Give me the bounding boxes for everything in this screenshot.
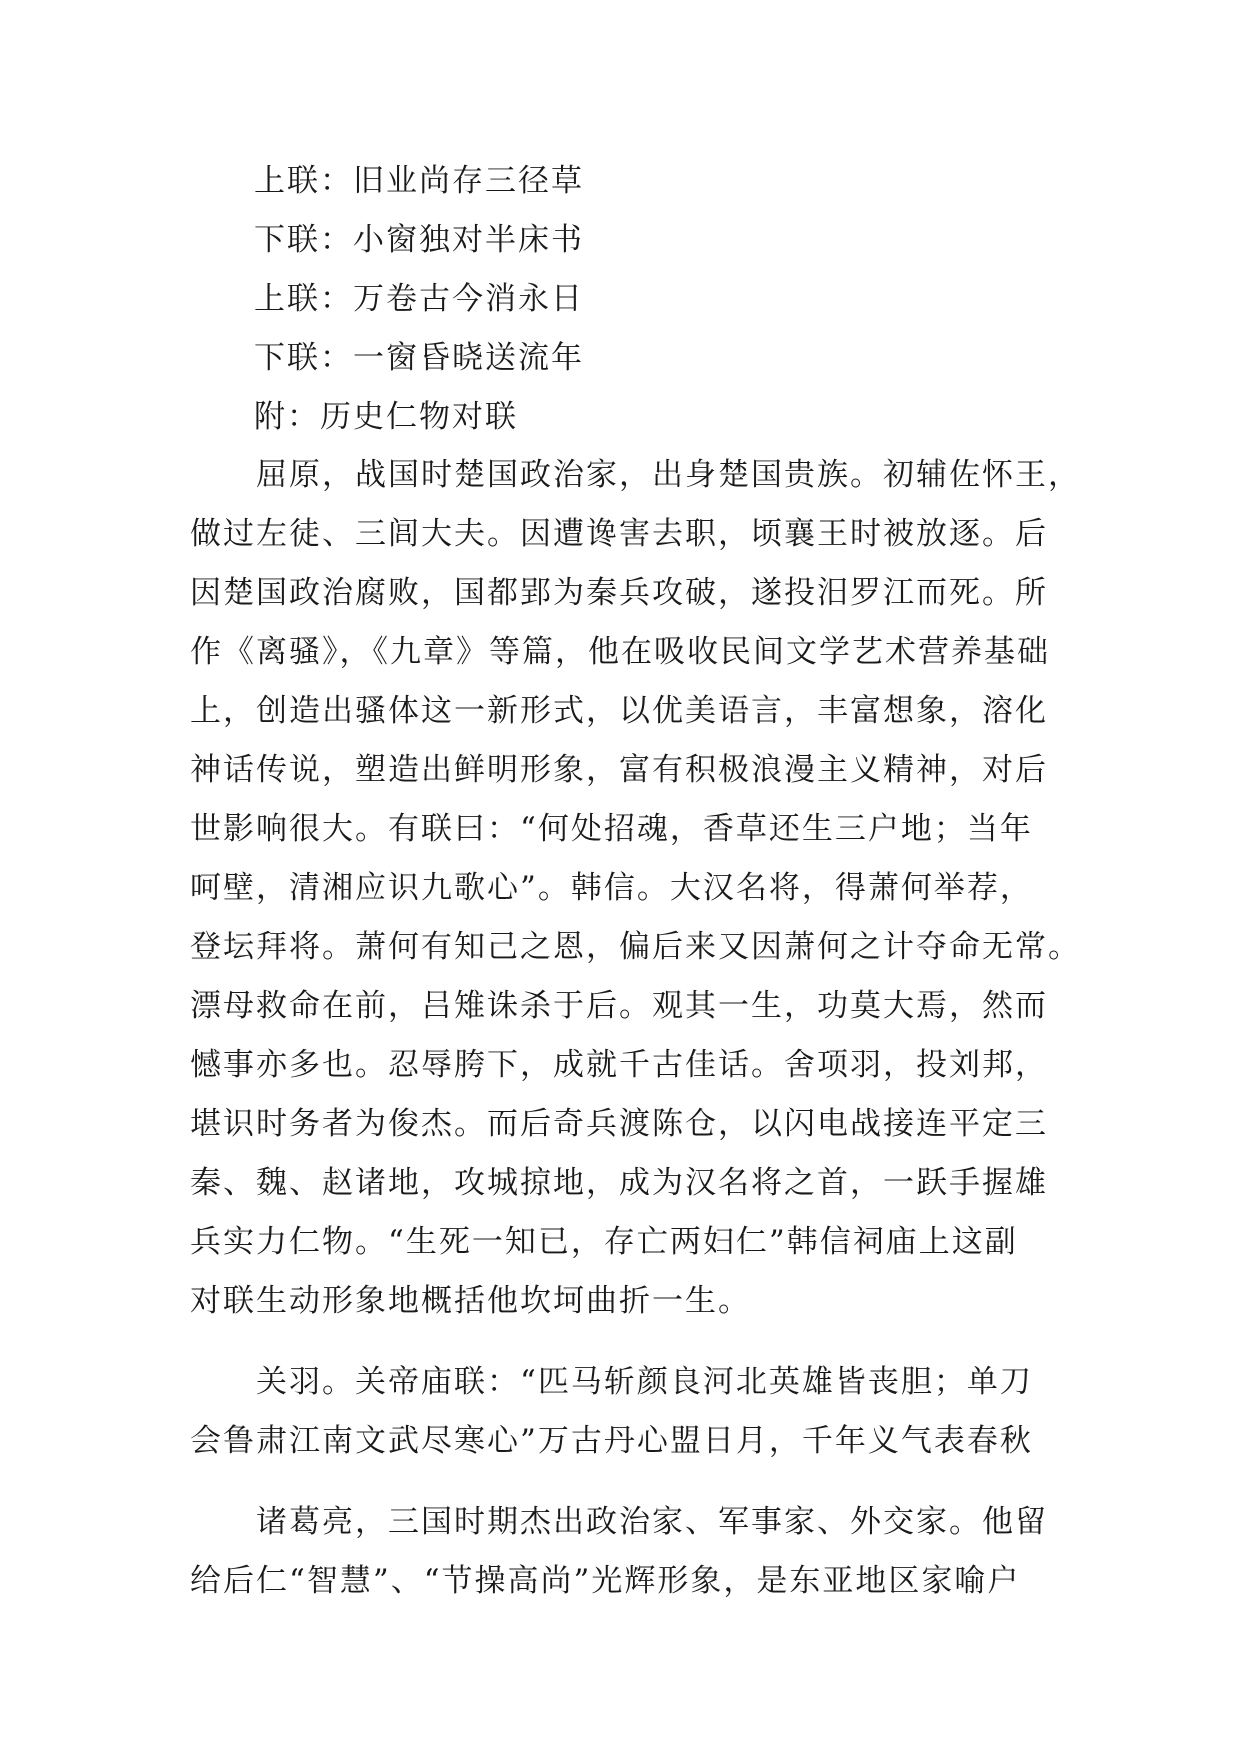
text-line: 兵实力仁物。“生死一知已，存亡两妇仁”韩信祠庙上这副 bbox=[190, 1224, 1018, 1260]
text-line: 做过左徒、三闾大夫。因遭谗害去职，顷襄王时被放逐。后 bbox=[190, 516, 1048, 552]
couplet-line: 下联：小窗独对半床书 bbox=[254, 222, 584, 258]
body-text bbox=[190, 446, 1081, 1611]
text-line: 呵壁，清湘应识九歌心”。韩信。大汉名将，得萧何举荐， bbox=[190, 870, 1033, 906]
text-line: 神话传说，塑造出鲜明形象，富有积极浪漫主义精神，对后 bbox=[190, 752, 1048, 788]
text-line: 漂母救命在前，吕雉诛杀于后。观其一生，功莫大焉，然而 bbox=[190, 988, 1048, 1024]
paragraph-guan-yu bbox=[190, 1353, 1050, 1471]
couplet-line: 下联：一窗昏晓送流年 bbox=[254, 340, 584, 376]
couplet-line: 上联：旧业尚存三径草 bbox=[254, 163, 584, 199]
text-line: 会鲁肃江南文武尽寒心”万古丹心盟日月，千年义气表春秋 bbox=[190, 1423, 1033, 1459]
couplet-list bbox=[254, 152, 1054, 447]
paragraph-gap bbox=[190, 1471, 1050, 1493]
paragraph-gap bbox=[190, 1331, 1050, 1353]
text-line: 因楚国政治腐败，国都郢为秦兵攻破，遂投汨罗江而死。所 bbox=[190, 575, 1048, 611]
text-line: 秦、魏、赵诸地，攻城掠地，成为汉名将之首，一跃手握雄 bbox=[190, 1165, 1048, 1201]
text-line: 世影响很大。有联曰：“何处招魂，香草还生三户地；当年 bbox=[190, 811, 1033, 847]
text-line: 屈原，战国时楚国政治家，出身楚国贵族。初辅佐怀王， bbox=[190, 457, 1081, 493]
paragraph-zhuge-liang bbox=[190, 1493, 1050, 1611]
text-line: 堪识时务者为俊杰。而后奇兵渡陈仓，以闪电战接连平定三 bbox=[190, 1106, 1048, 1142]
paragraph-qu-yuan-han-xin bbox=[190, 446, 1081, 1331]
couplet-line: 上联：万卷古今消永日 bbox=[254, 281, 584, 317]
text-line: 关羽。关帝庙联：“匹马斩颜良河北英雄皆丧胆；单刀 bbox=[190, 1364, 1033, 1400]
text-line: 上，创造出骚体这一新形式，以优美语言，丰富想象，溶化 bbox=[190, 693, 1048, 729]
text-line: 诸葛亮，三国时期杰出政治家、军事家、外交家。他留 bbox=[190, 1504, 1048, 1540]
text-line: 憾事亦多也。忍辱胯下，成就千古佳话。舍项羽，投刘邦， bbox=[190, 1047, 1048, 1083]
appendix-heading: 附：历史仁物对联 bbox=[254, 399, 518, 435]
text-line: 登坛拜将。萧何有知己之恩，偏后来又因萧何之计夺命无常。 bbox=[190, 929, 1081, 965]
text-line: 对联生动形象地概括他坎坷曲折一生。 bbox=[190, 1283, 751, 1319]
text-line: 作《离骚》，《九章》等篇，他在吸收民间文学艺术营养基础 bbox=[190, 634, 1050, 670]
text-line: 给后仁“智慧”、“节操高尚”光辉形象，是东亚地区家喻户 bbox=[190, 1563, 1021, 1599]
